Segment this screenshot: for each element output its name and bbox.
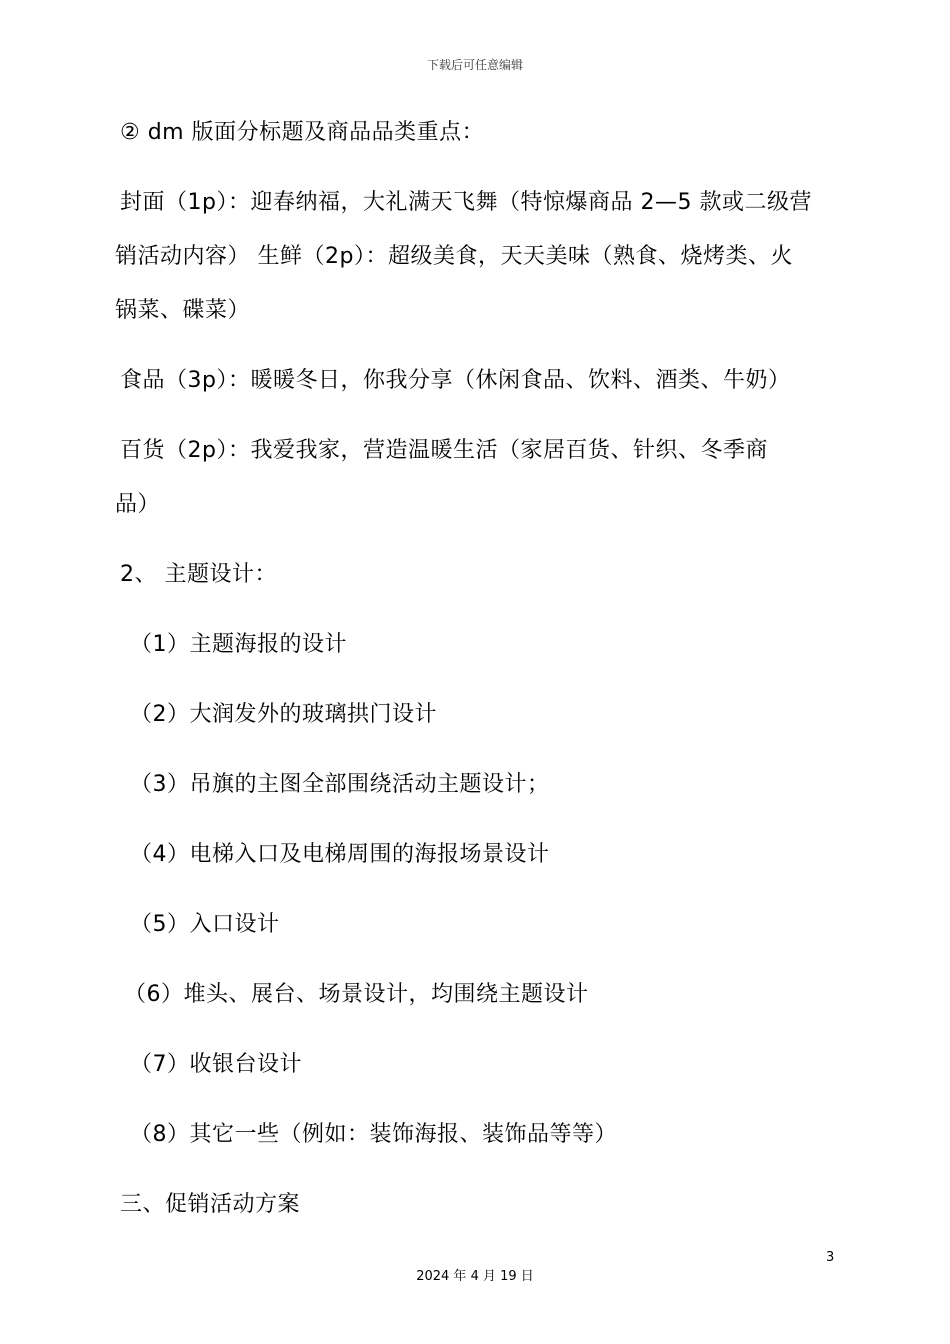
paragraph-line: 品）: [115, 492, 161, 517]
list-item: （8）其它一些（例如：装饰海报、装饰品等等）: [130, 1122, 617, 1147]
footer-date: 2024 年 4 月 19 日: [416, 1269, 534, 1284]
section-heading: 2、 主题设计：: [120, 562, 277, 587]
list-item: （1）主题海报的设计: [130, 632, 347, 657]
page-header: 下载后可任意编辑: [426, 58, 523, 72]
paragraph-line: 锅菜、碟菜）: [115, 298, 251, 323]
list-item: （5）入口设计: [130, 912, 280, 937]
list-item: （6）堆头、展台、场景设计，均围绕主题设计: [124, 982, 589, 1007]
list-item: （7）收银台设计: [130, 1052, 302, 1077]
paragraph-line: 销活动内容） 生鲜（2p）：超级美食，天天美味（熟食、烧烤类、火: [115, 244, 793, 269]
list-item: （2）大润发外的玻璃拱门设计: [130, 702, 437, 727]
section-subtitle-dm: ② dm 版面分标题及商品品类重点：: [120, 120, 485, 145]
list-item: （3）吊旗的主图全部围绕活动主题设计；: [130, 772, 550, 797]
page-number: 3: [826, 1250, 835, 1265]
paragraph-line: 食品（3p）：暖暖冬日，你我分享（休闲食品、饮料、酒类、牛奶）: [120, 368, 791, 393]
section-heading: 三、促销活动方案: [120, 1192, 301, 1217]
paragraph-line: 百货（2p）：我爱我家，营造温暖生活（家居百货、针织、冬季商: [120, 438, 768, 463]
list-item: （4）电梯入口及电梯周围的海报场景设计: [130, 842, 550, 867]
paragraph-line: 封面（1p）：迎春纳福，大礼满天飞舞（特惊爆商品 2—5 款或二级营: [120, 190, 812, 215]
